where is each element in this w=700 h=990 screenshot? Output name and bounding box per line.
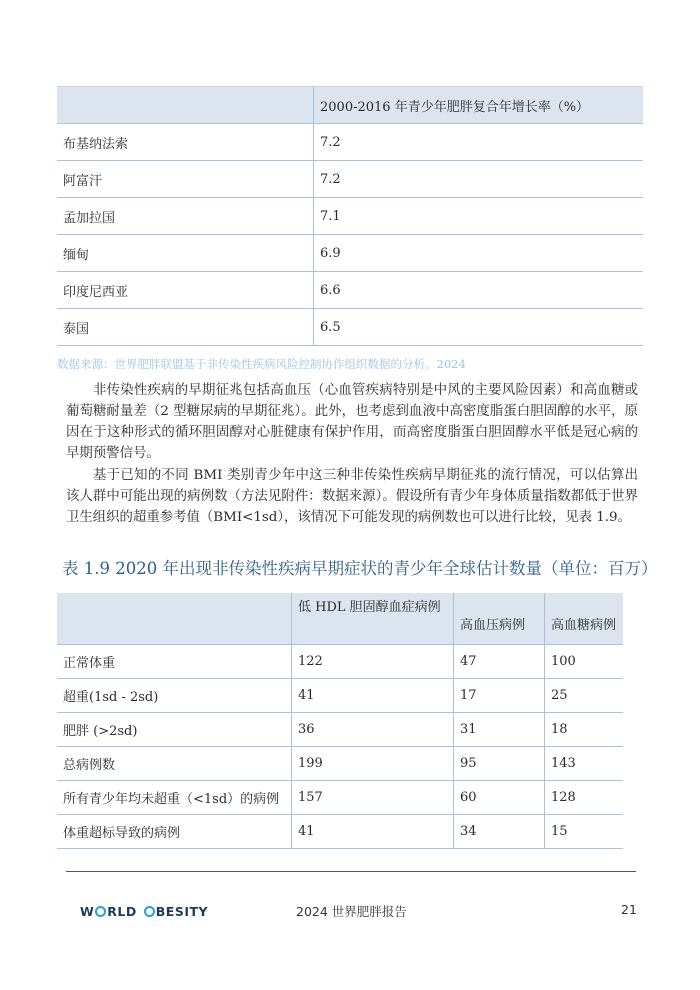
- table-row: [57, 678, 623, 712]
- row-label: 总病例数: [57, 746, 292, 780]
- value-cell: 122: [292, 644, 454, 678]
- value-cell: 6.5: [314, 309, 644, 346]
- value-cell: 17: [454, 678, 545, 712]
- value-cell: 128: [545, 780, 624, 814]
- body-paragraph: 非传染性疾病的早期征兆包括高血压（心血管疾病特别是中风的主要风险因素）和高血糖或葡萄糖耐量差（2 型糖尿病的早期征兆）。此外，也考虑到血液中高密度脂蛋白胆固醇的水平，原因在于这种形式的循环胆固醇对心脏健康有保护作用，而高密度脂蛋白胆固醇水平低是冠心病的早期预警信号。: [66, 383, 638, 461]
- table-row: [57, 124, 643, 161]
- table-row: [57, 272, 643, 309]
- logo-text-obesity: BESITY: [155, 903, 209, 919]
- value-cell: 34: [454, 814, 545, 848]
- value-cell: 143: [545, 746, 624, 780]
- row-label: 正常体重: [57, 644, 292, 678]
- value-cell: 60: [454, 780, 545, 814]
- table-header-row: [57, 87, 643, 124]
- table-row: [57, 235, 643, 272]
- table-row: [57, 746, 623, 780]
- value-cell: 7.1: [314, 198, 644, 235]
- value-cell: 95: [454, 746, 545, 780]
- value-cell: 6.9: [314, 235, 644, 272]
- country-cell: 泰国: [57, 309, 314, 346]
- country-cell: 缅甸: [57, 235, 314, 272]
- table-row: [57, 712, 623, 746]
- value-cell: 18: [545, 712, 624, 746]
- growth-rate-table: [57, 86, 643, 346]
- globe-icon: [144, 906, 155, 917]
- row-label: 超重(1sd - 2sd): [57, 678, 292, 712]
- country-cell: 孟加拉国: [57, 198, 314, 235]
- value-cell: 199: [292, 746, 454, 780]
- value-cell: 41: [292, 678, 454, 712]
- footer-divider: [66, 871, 636, 872]
- table-row: [57, 814, 623, 848]
- report-title: 2024 世界肥胖报告: [296, 904, 407, 919]
- value-cell: 31: [454, 712, 545, 746]
- value-cell: 41: [292, 814, 454, 848]
- header-cell: [57, 593, 292, 644]
- value-cell: 25: [545, 678, 624, 712]
- header-cell: 低 HDL 胆固醇血症病例: [292, 593, 454, 644]
- globe-icon: [95, 906, 106, 917]
- row-label: 所有青少年均未超重（<1sd）的病例: [57, 780, 292, 814]
- header-cell: 2000-2016 年青少年肥胖复合年增长率（%）: [314, 87, 644, 124]
- body-paragraph: 基于已知的不同 BMI 类别青少年中这三种非传染性疾病早期征兆的流行情况，可以估算出该人群中可能出现的病例数（方法见附件：数据来源）。假设所有青少年身体质量指数都低于世界卫生组织的超重参考值（BMI<1sd），该情况下可能发现的病例数也可以进行比较，见表 1.9。: [66, 468, 638, 525]
- ncd-cases-table: [57, 593, 623, 849]
- value-cell: 7.2: [314, 124, 644, 161]
- country-cell: 阿富汗: [57, 161, 314, 198]
- world-obesity-logo: [80, 902, 208, 920]
- value-cell: 7.2: [314, 161, 644, 198]
- table-header-row: [57, 593, 623, 644]
- row-label: 体重超标导致的病例: [57, 814, 292, 848]
- table-row: [57, 309, 643, 346]
- logo-text-w: W: [80, 903, 95, 919]
- value-cell: 6.6: [314, 272, 644, 309]
- table-row: [57, 780, 623, 814]
- row-label: 肥胖 (>2sd): [57, 712, 292, 746]
- logo-text-world: RLD: [107, 903, 137, 919]
- value-cell: 157: [292, 780, 454, 814]
- table-row: [57, 644, 623, 678]
- header-cell: 高血压病例: [454, 593, 545, 644]
- country-cell: 布基纳法索: [57, 124, 314, 161]
- page-number: 21: [621, 902, 637, 917]
- data-source-note: 数据来源：世界肥胖联盟基于非传染性疾病风险控制协作组织数据的分析。2024: [57, 357, 466, 371]
- header-cell: 高血糖病例: [545, 593, 624, 644]
- country-cell: 印度尼西亚: [57, 272, 314, 309]
- table-row: [57, 161, 643, 198]
- table-title: 表 1.9 2020 年出现非传染性疾病早期症状的青少年全球估计数量（单位：百万）: [62, 559, 658, 578]
- value-cell: 15: [545, 814, 624, 848]
- table-row: [57, 198, 643, 235]
- value-cell: 36: [292, 712, 454, 746]
- header-cell: [57, 87, 314, 124]
- value-cell: 100: [545, 644, 624, 678]
- value-cell: 47: [454, 644, 545, 678]
